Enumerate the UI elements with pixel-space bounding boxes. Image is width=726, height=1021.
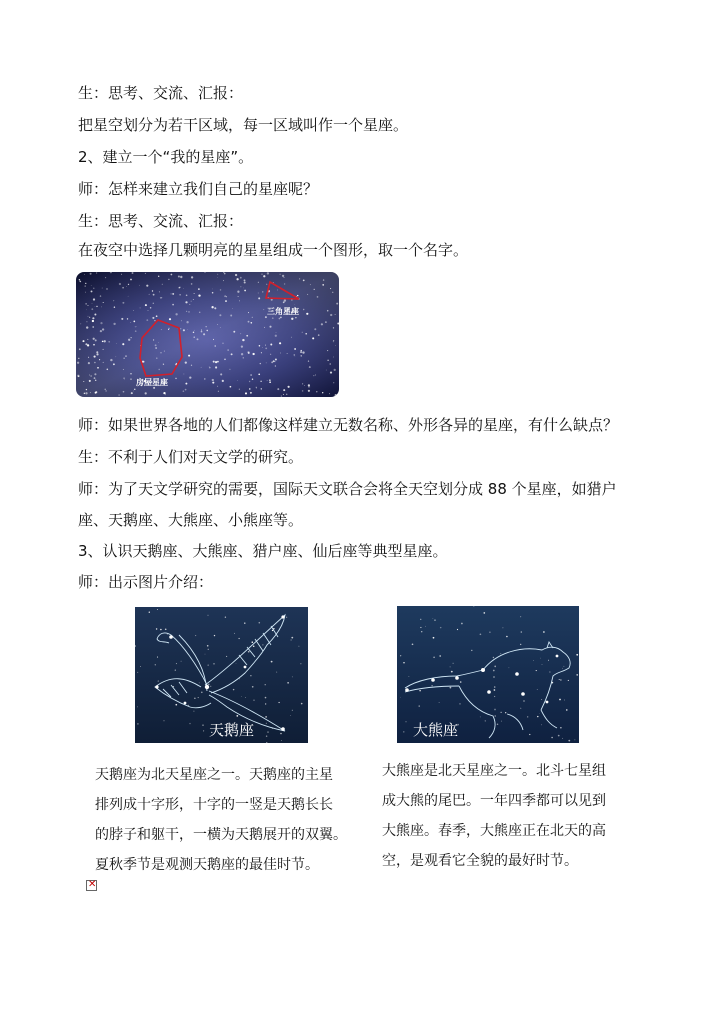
ursa-major-image-label: 大熊座 <box>413 721 459 739</box>
ursa-caption-line: 大熊座。春季，大熊座正在北天的高 <box>382 823 606 839</box>
cygnus-caption <box>95 760 355 880</box>
house-constellation-label: 房屋星座 <box>136 378 168 387</box>
cygnus-caption-line: 天鹅座为北天星座之一。天鹅座的主星 <box>95 767 333 783</box>
text-line-6: 在夜空中选择几颗明亮的星星组成一个图形，取一个名字。 <box>78 241 469 259</box>
ursa-major-caption <box>382 756 642 876</box>
text-line-11: 3、认识天鹅座、大熊座、猎户座、仙后座等典型星座。 <box>78 542 448 560</box>
cygnus-image <box>135 607 308 743</box>
ursa-caption-line: 大熊座是北天星座之一。北斗七星组 <box>382 763 606 779</box>
text-line-9: 师：为了天文学研究的需要，国际天文联合会将全天空划分成 88 个星座，如猎户 <box>78 480 617 498</box>
starry-sky-image <box>76 272 339 397</box>
text-line-8: 生：不利于人们对天文学的研究。 <box>78 448 304 466</box>
text-line-7: 师：如果世界各地的人们都像这样建立无数名称、外形各异的星座，有什么缺点？ <box>78 416 619 434</box>
text-line-3: 2、建立一个“我的星座”。 <box>78 148 254 166</box>
cygnus-caption-line: 排列成十字形，十字的一竖是天鹅长长 <box>95 797 333 813</box>
text-line-1: 生：思考、交流、汇报： <box>78 84 244 102</box>
text-line-2: 把星空划分为若干区域，每一区域叫作一个星座。 <box>78 116 409 134</box>
text-line-4: 师：怎样来建立我们自己的星座呢？ <box>78 180 319 198</box>
cygnus-caption-line: 夏秋季节是观测天鹅座的最佳时节。 <box>95 857 319 873</box>
ursa-caption-line: 成大熊的尾巴。一年四季都可以见到 <box>382 793 606 809</box>
triangle-constellation-label: 三角星座 <box>267 307 299 316</box>
text-line-5: 生：思考、交流、汇报： <box>78 212 244 230</box>
text-line-10: 座、天鹅座、大熊座、小熊座等。 <box>78 511 304 529</box>
ursa-caption-line: 空，是观看它全貌的最好时节。 <box>382 853 578 869</box>
ursa-major-image <box>397 606 579 743</box>
cygnus-caption-line: 的脖子和躯干，一横为天鹅展开的双翼。 <box>95 827 347 843</box>
cygnus-image-label: 天鹅座 <box>209 721 255 739</box>
text-line-12: 师：出示图片介绍： <box>78 573 214 591</box>
broken-image-icon: ✕ <box>88 879 97 890</box>
